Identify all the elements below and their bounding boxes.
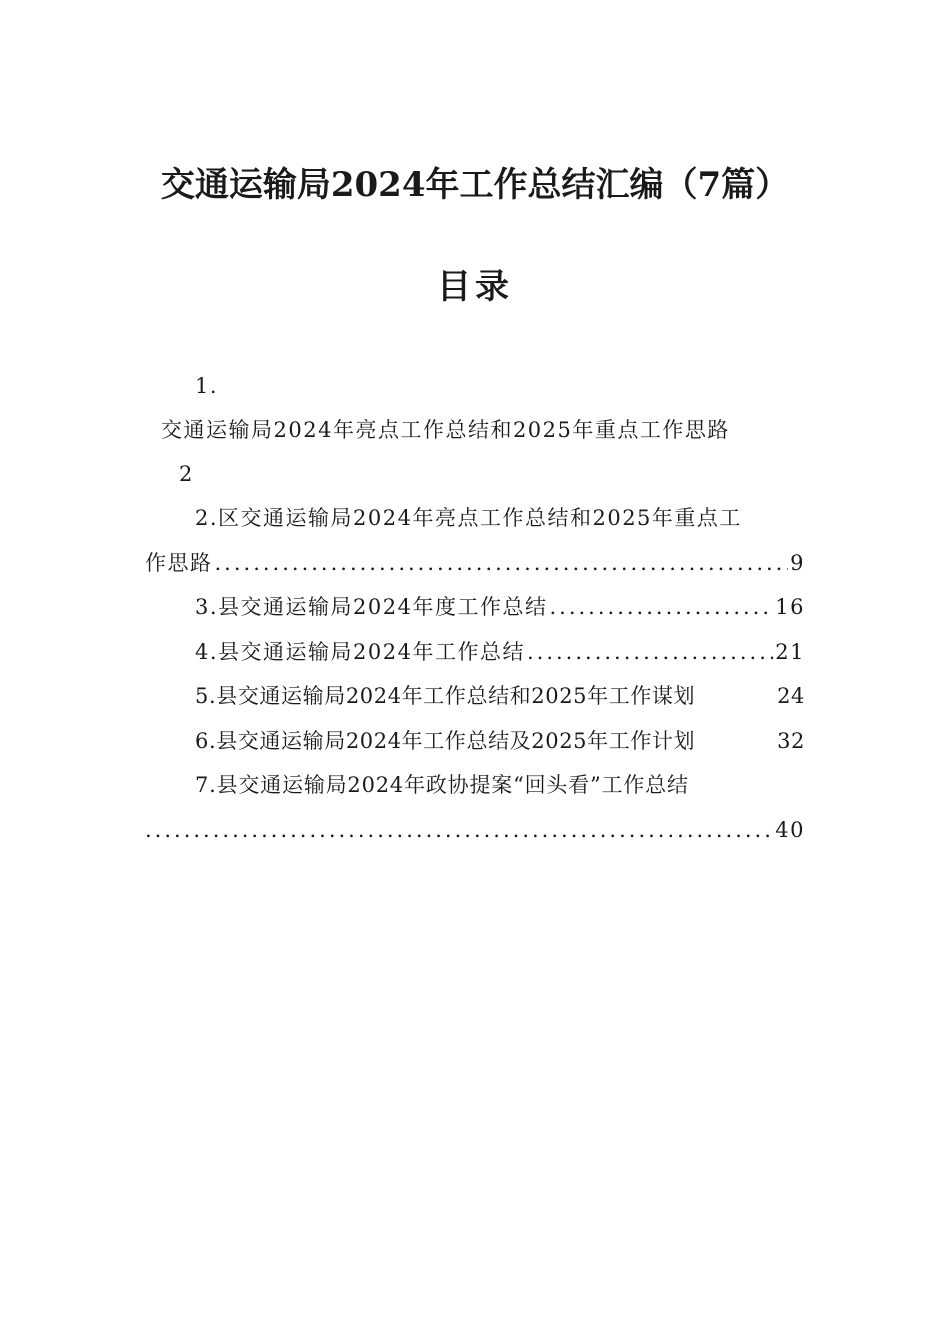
toc-item-3-row[interactable] [145,590,805,624]
toc-item-5-row[interactable] [145,679,805,713]
dot-leader [215,546,789,580]
toc-item-7-text-line1[interactable]: 7.县交通运输局2024年政协提案“回头看”工作总结 [195,773,689,797]
toc-item-5-text: 5.县交通运输局2024年工作总结和2025年工作谋划 [195,684,696,708]
toc-item-1-text[interactable]: 交通运输局2024年亮点工作总结和2025年重点工作思路 [161,418,730,442]
document-title: 交通运输局2024年工作总结汇编（7篇） [160,165,790,205]
toc-item-2-page: 9 [790,551,805,575]
toc-item-2-row[interactable] [145,546,805,580]
toc-item-7-row[interactable] [145,813,805,847]
toc-item-4-text: 4.县交通运输局2024年工作总结 [195,640,525,664]
dot-leader [527,635,773,669]
toc-heading: 目录 [437,267,513,307]
toc-item-3-page: 16 [775,595,805,619]
toc-item-5-page: 24 [777,684,805,708]
toc-item-1-page[interactable]: 2 [179,462,194,486]
toc-item-2-text-line1[interactable]: 2.区交通运输局2024年亮点工作总结和2025年重点工 [195,506,742,530]
toc-item-3-text: 3.县交通运输局2024年度工作总结 [195,595,548,619]
toc-item-2-text-line2: 作思路 [145,551,213,575]
toc-item-7-page: 40 [775,818,805,842]
dot-leader [145,813,773,847]
toc-item-6-row[interactable] [145,724,805,758]
toc-item-6-text: 6.县交通运输局2024年工作总结及2025年工作计划 [195,729,696,753]
toc-item-6-page: 32 [777,729,805,753]
toc-item-4-page: 21 [775,640,805,664]
dot-leader [549,590,773,624]
toc-item-1-number[interactable]: 1. [195,374,219,398]
toc-item-4-row[interactable] [145,635,805,669]
